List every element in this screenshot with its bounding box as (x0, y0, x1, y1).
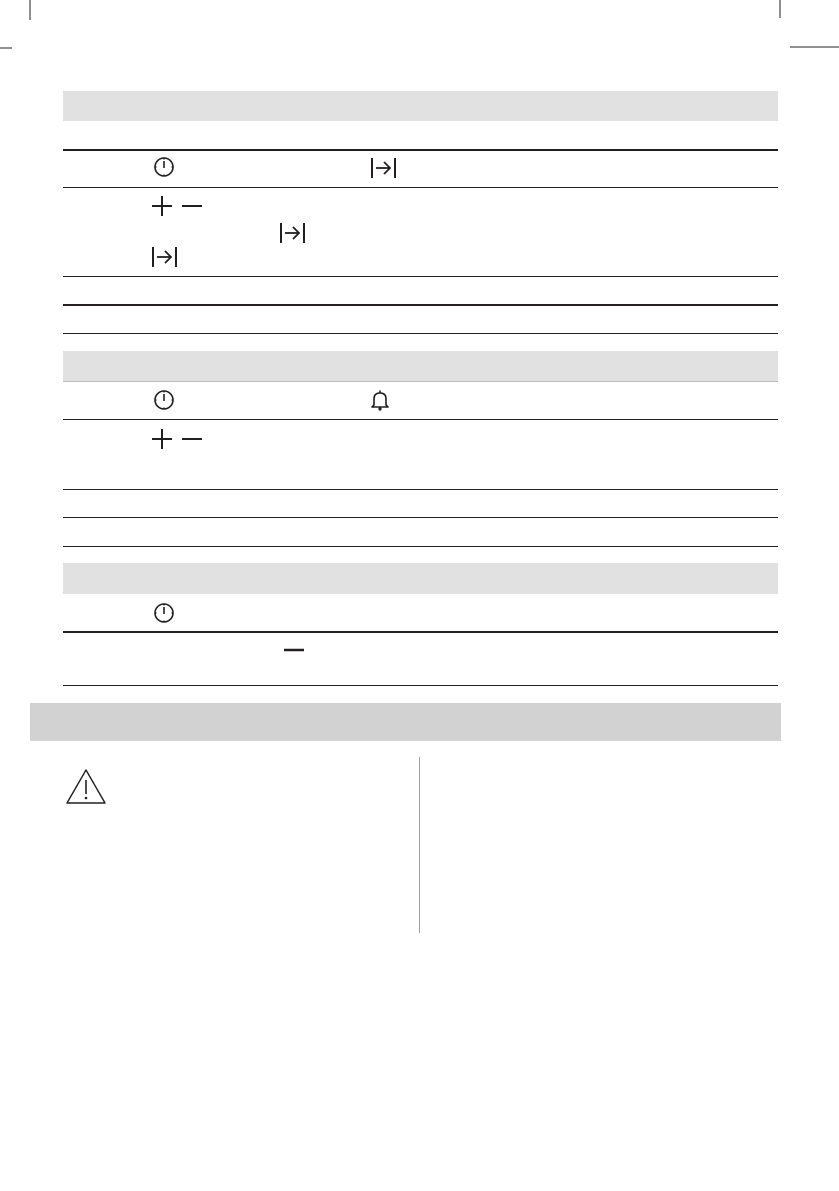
column-divider (419, 757, 420, 933)
section-header-band (63, 91, 778, 121)
table-rule (63, 631, 778, 633)
minus-icon (181, 195, 203, 217)
table-rule (63, 489, 778, 490)
table-rule (63, 187, 778, 188)
end-arrow-icon (370, 157, 398, 179)
minus-icon (181, 428, 203, 450)
bell-icon (370, 389, 390, 411)
table-rule (63, 685, 778, 686)
end-arrow-icon (279, 222, 307, 244)
table-rule (63, 419, 778, 420)
table-rule (63, 304, 778, 306)
clock-icon (153, 602, 175, 624)
clock-icon (153, 156, 175, 178)
clock-icon (153, 389, 175, 411)
warning-triangle-icon (65, 768, 107, 805)
plus-icon (151, 428, 173, 450)
crop-marks (0, 0, 839, 60)
section-header-band (63, 563, 778, 594)
table-rule (63, 333, 778, 334)
section-header-band (63, 351, 778, 381)
minus-icon (283, 639, 305, 661)
table-rule (63, 381, 778, 382)
end-arrow-icon (151, 246, 179, 268)
plus-icon (151, 195, 173, 217)
table-rule (63, 517, 778, 518)
table-rule (63, 546, 778, 547)
chapter-header-band (30, 703, 781, 741)
table-rule (63, 149, 778, 151)
table-rule (63, 276, 778, 277)
